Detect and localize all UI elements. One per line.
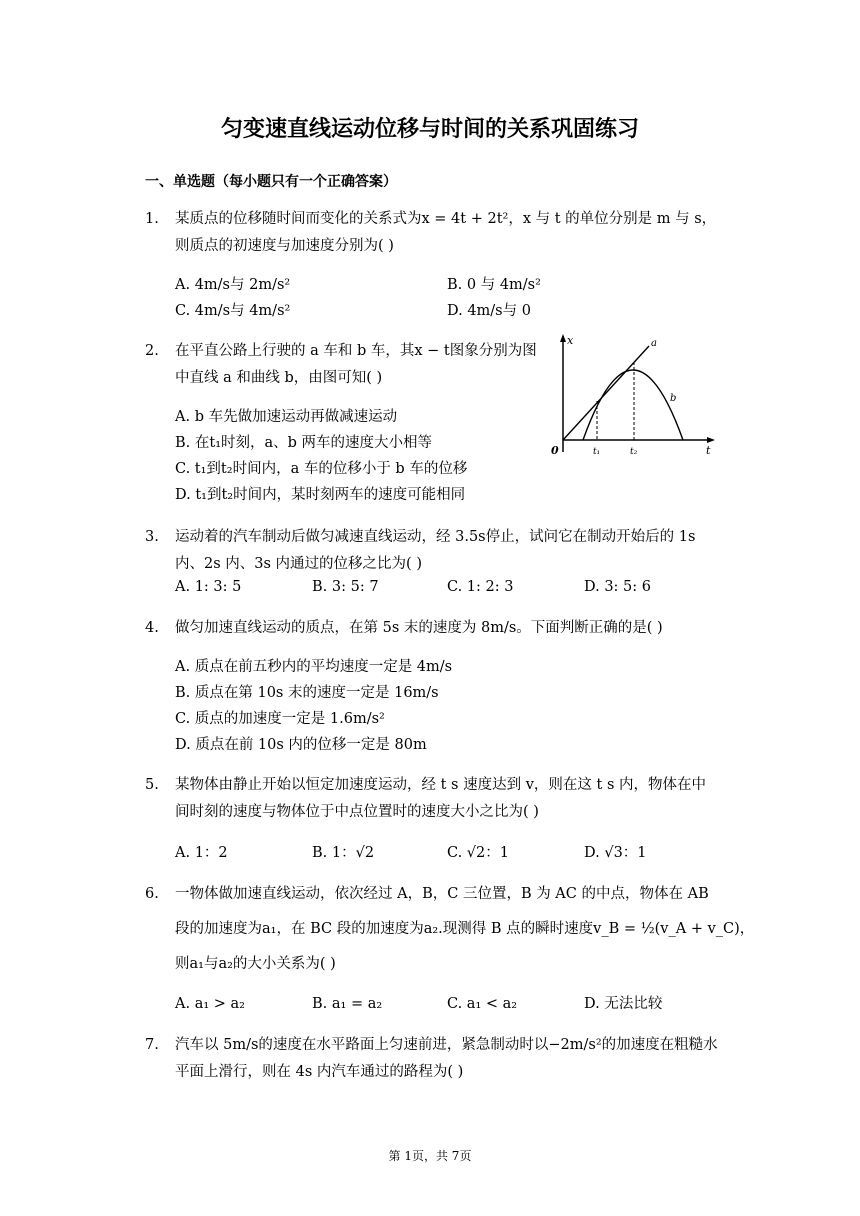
question-number: 3.: [145, 529, 159, 545]
option-b: B. 0 与 4m/s²: [447, 277, 541, 293]
option-c: C. t₁到t₂时间内，a 车的位移小于 b 车的位移: [175, 461, 468, 477]
question-number: 6.: [145, 886, 159, 902]
page-title: 匀变速直线运动位移与时间的关系巩固练习: [220, 117, 639, 142]
xt-graph: [545, 330, 725, 462]
option-a: A. 1: 3: 5: [175, 579, 242, 595]
option-b: B. 质点在第 10s 末的速度一定是 16m/s: [175, 685, 439, 701]
t1-label: t₁: [593, 447, 601, 457]
question-number: 7.: [145, 1037, 159, 1053]
option-a: A. 质点在前五秒内的平均速度一定是 4m/s: [175, 659, 453, 675]
question-text: 做匀加速直线运动的质点，在第 5s 末的速度为 8m/s。下面判断正确的是( ): [175, 620, 663, 636]
curve-b-label: b: [670, 393, 677, 404]
option-c: C. 1: 2: 3: [447, 579, 514, 595]
origin-label: 0: [551, 444, 559, 457]
option-b: B. 在t₁时刻，a、b 两车的速度大小相等: [175, 435, 433, 451]
line-a: [563, 346, 649, 440]
question-text: 在平直公路上行驶的 a 车和 b 车，其x − t图象分别为图中直线 a 和曲线 b，由图可知( ): [175, 343, 537, 386]
option-a: A. 4m/s与 2m/s²: [175, 277, 291, 293]
question-text-line-2: 段的加速度为a₁，在 BC 段的加速度为a₂.现测得 B 点的瞬时速度v_B = ½(v_A + v_C)，: [175, 921, 755, 937]
option-b: B. 3: 5: 7: [312, 579, 379, 595]
option-d: D. t₁到t₂时间内，某时刻两车的速度可能相同: [175, 487, 466, 503]
question-text-line-3: 则a₁与a₂的大小关系为( ): [175, 956, 336, 972]
question-text: 某质点的位移随时间而变化的关系式为x = 4t + 2t²，x 与 t 的单位分别是 m 与 s，则质点的初速度与加速度分别为( ): [175, 211, 717, 254]
x-axis-label: t: [706, 444, 711, 457]
option-c: C. √2：1: [447, 845, 509, 861]
t2-label: t₂: [630, 447, 638, 457]
question-text: 汽车以 5m/s的速度在水平路面上匀速前进，紧急制动时以−2m/s²的加速度在粗糙水平面上滑行，则在 4s 内汽车通过的路程为( ): [175, 1037, 718, 1080]
y-axis-arrow: [560, 334, 566, 342]
question-number: 4.: [145, 620, 159, 636]
option-c: C. 4m/s与 4m/s²: [175, 303, 291, 319]
option-b: B. 1：√2: [312, 845, 375, 861]
option-a: A. b 车先做加速运动再做减速运动: [175, 409, 398, 425]
question-text: 某物体由静止开始以恒定加速度运动，经 t s 速度达到 v，则在这 t s 内，物体在中间时刻的速度与物体位于中点位置时的速度大小之比为( ): [175, 777, 706, 820]
page-footer: 第 1页，共 7页: [388, 1149, 472, 1163]
section-heading: 一、单选题（每小题只有一个正确答案）: [145, 174, 397, 190]
option-b: B. a₁ = a₂: [312, 996, 383, 1012]
option-c: C. 质点的加速度一定是 1.6m/s²: [175, 711, 385, 727]
question-number: 2.: [145, 343, 159, 359]
option-a: A. 1：2: [175, 845, 228, 861]
question-text-line-1: 一物体做加速直线运动，依次经过 A，B，C 三位置，B 为 AC 的中点，物体在 AB: [175, 886, 709, 902]
option-d: D. 3: 5: 6: [584, 579, 651, 595]
option-a: A. a₁ > a₂: [175, 996, 245, 1012]
line-a-label: a: [651, 338, 657, 349]
option-d: D. √3：1: [584, 845, 647, 861]
question-text: 运动着的汽车制动后做匀减速直线运动，经 3.5s停止，试问它在制动开始后的 1s 内、2s 内、3s 内通过的位移之比为( ): [175, 529, 696, 572]
option-d: D. 无法比较: [584, 996, 663, 1012]
option-d: D. 4m/s与 0: [447, 303, 531, 319]
y-axis-label: x: [567, 334, 574, 347]
question-number: 1.: [145, 211, 159, 227]
curve-b: [583, 370, 683, 440]
option-c: C. a₁ < a₂: [447, 996, 518, 1012]
option-d: D. 质点在前 10s 内的位移一定是 80m: [175, 737, 427, 753]
question-number: 5.: [145, 777, 159, 793]
x-axis-arrow: [707, 437, 715, 443]
